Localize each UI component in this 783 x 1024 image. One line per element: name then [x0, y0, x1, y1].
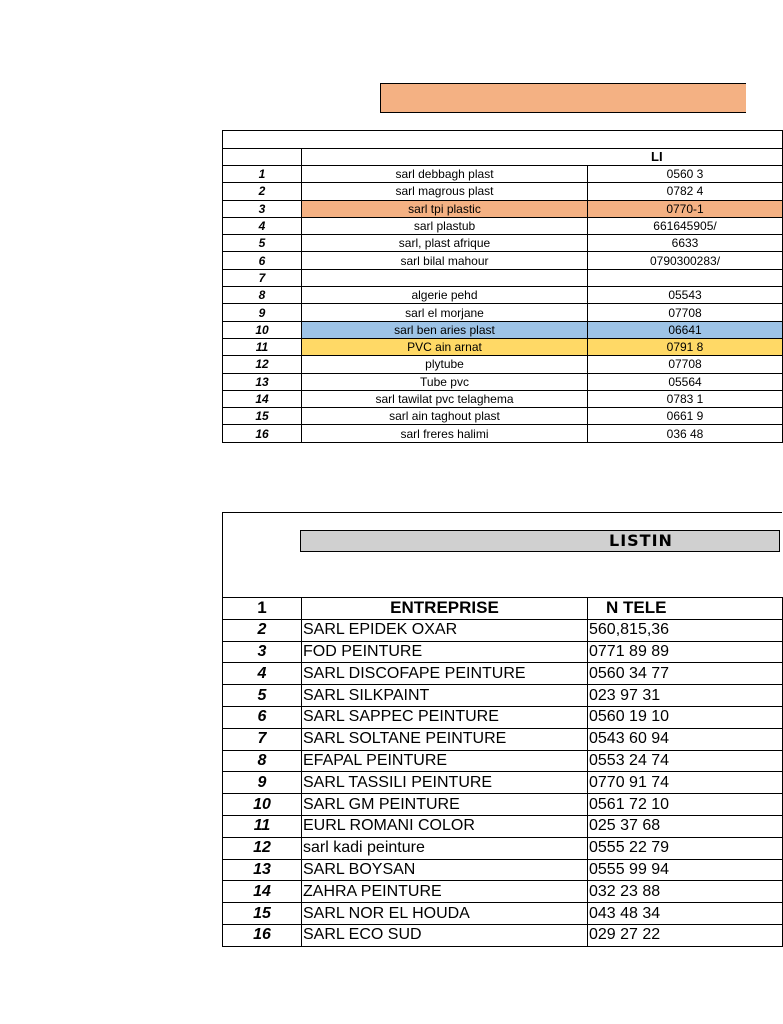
- table1-row: [223, 304, 783, 321]
- phone-number: 0555 99 94: [588, 859, 783, 881]
- phone-number: 661645905/: [588, 217, 783, 234]
- company-name: sarl tpi plastic: [302, 200, 588, 217]
- company-name: SARL ECO SUD: [302, 924, 588, 946]
- company-name: sarl ain taghout plast: [302, 408, 588, 425]
- table2-header-num: 1: [223, 598, 302, 620]
- table2-row: [223, 663, 783, 685]
- row-number: 2: [223, 183, 302, 200]
- row-number: 5: [223, 235, 302, 252]
- row-number: 13: [223, 373, 302, 390]
- row-number: 6: [223, 706, 302, 728]
- row-number: 5: [223, 685, 302, 707]
- table2-row: [223, 815, 783, 837]
- phone-number: 0771 89 89: [588, 641, 783, 663]
- table2-title-area: [222, 512, 782, 597]
- phone-number: 0783 1: [588, 390, 783, 407]
- phone-number: 0770-1: [588, 200, 783, 217]
- company-name: sarl bilal mahour: [302, 252, 588, 269]
- company-name: SARL TASSILI PEINTURE: [302, 772, 588, 794]
- row-number: 16: [223, 924, 302, 946]
- phone-number: 07708: [588, 356, 783, 373]
- row-number: 7: [223, 269, 302, 286]
- row-number: 11: [223, 338, 302, 355]
- row-number: 9: [223, 772, 302, 794]
- company-name: sarl freres halimi: [302, 425, 588, 442]
- company-name: [302, 269, 588, 286]
- row-number: 12: [223, 837, 302, 859]
- table1-row: [223, 287, 783, 304]
- table1-row: [223, 321, 783, 338]
- company-name: EFAPAL PEINTURE: [302, 750, 588, 772]
- table1-row: [223, 373, 783, 390]
- row-number: 9: [223, 304, 302, 321]
- phone-number: 025 37 68: [588, 815, 783, 837]
- phone-number: 0791 8: [588, 338, 783, 355]
- table2-row: [223, 641, 783, 663]
- row-number: 3: [223, 200, 302, 217]
- table1-row: [223, 425, 783, 442]
- table2-row: [223, 772, 783, 794]
- company-name: sarl plastub: [302, 217, 588, 234]
- phone-number: 07708: [588, 304, 783, 321]
- row-number: 8: [223, 287, 302, 304]
- table1-row: [223, 356, 783, 373]
- phone-number: 05564: [588, 373, 783, 390]
- company-name: ZAHRA PEINTURE: [302, 881, 588, 903]
- table2-row: [223, 619, 783, 641]
- row-number: 15: [223, 408, 302, 425]
- phone-number: [588, 269, 783, 286]
- phone-number: 029 27 22: [588, 924, 783, 946]
- row-number: 15: [223, 903, 302, 925]
- row-number: 14: [223, 390, 302, 407]
- table1-title: LI: [302, 149, 783, 166]
- phone-number: 0782 4: [588, 183, 783, 200]
- table1-row: [223, 390, 783, 407]
- table1-row: [223, 338, 783, 355]
- company-name: sarl kadi peinture: [302, 837, 588, 859]
- company-name: sarl tawilat pvc telaghema: [302, 390, 588, 407]
- company-name: plytube: [302, 356, 588, 373]
- company-name: SARL SOLTANE PEINTURE: [302, 728, 588, 750]
- table1-top-blank-row: [223, 131, 783, 149]
- row-number: 1: [223, 166, 302, 183]
- table2-row: [223, 837, 783, 859]
- phone-number: 032 23 88: [588, 881, 783, 903]
- company-name: SARL SILKPAINT: [302, 685, 588, 707]
- phone-number: 043 48 34: [588, 903, 783, 925]
- company-name: SARL DISCOFAPE PEINTURE: [302, 663, 588, 685]
- table1-header-row: [223, 149, 783, 166]
- table1-row: [223, 408, 783, 425]
- company-name: PVC ain arnat: [302, 338, 588, 355]
- table2-row: [223, 881, 783, 903]
- table2-row: [223, 728, 783, 750]
- phone-number: 0561 72 10: [588, 794, 783, 816]
- orange-header-banner: [380, 83, 746, 113]
- row-number: 4: [223, 663, 302, 685]
- company-name: sarl debbagh plast: [302, 166, 588, 183]
- phone-number: 0560 19 10: [588, 706, 783, 728]
- table2-row: [223, 859, 783, 881]
- table2-header-row: [223, 598, 783, 620]
- row-number: 7: [223, 728, 302, 750]
- phone-number: 6633: [588, 235, 783, 252]
- company-name: SARL EPIDEK OXAR: [302, 619, 588, 641]
- company-name: SARL SAPPEC PEINTURE: [302, 706, 588, 728]
- phone-number: 0560 3: [588, 166, 783, 183]
- table1-row: [223, 200, 783, 217]
- row-number: 2: [223, 619, 302, 641]
- phone-number: 0661 9: [588, 408, 783, 425]
- row-number: 14: [223, 881, 302, 903]
- company-name: Tube pvc: [302, 373, 588, 390]
- table1-row: [223, 252, 783, 269]
- row-number: 10: [223, 794, 302, 816]
- table2-row: [223, 706, 783, 728]
- table2-header-phone: N TELE: [588, 598, 783, 620]
- table2-row: [223, 685, 783, 707]
- table1-row: [223, 183, 783, 200]
- table2-header-enterprise: ENTREPRISE: [302, 598, 588, 620]
- company-name: sarl el morjane: [302, 304, 588, 321]
- phone-number: 023 97 31: [588, 685, 783, 707]
- table2-row: [223, 794, 783, 816]
- phone-number: 560,815,36: [588, 619, 783, 641]
- phone-number: 06641: [588, 321, 783, 338]
- company-name: FOD PEINTURE: [302, 641, 588, 663]
- phone-number: 0543 60 94: [588, 728, 783, 750]
- phone-number: 0790300283/: [588, 252, 783, 269]
- phone-number: 036 48: [588, 425, 783, 442]
- table2-row: [223, 924, 783, 946]
- row-number: 8: [223, 750, 302, 772]
- company-name: SARL BOYSAN: [302, 859, 588, 881]
- plastic-suppliers-table-frame: [222, 130, 721, 450]
- row-number: 3: [223, 641, 302, 663]
- row-number: 13: [223, 859, 302, 881]
- row-number: 12: [223, 356, 302, 373]
- table2-title: LISTIN: [300, 530, 780, 552]
- company-name: SARL NOR EL HOUDA: [302, 903, 588, 925]
- table2-row: [223, 750, 783, 772]
- row-number: 6: [223, 252, 302, 269]
- phone-number: 05543: [588, 287, 783, 304]
- phone-number: 0555 22 79: [588, 837, 783, 859]
- table1-row: [223, 269, 783, 286]
- row-number: 11: [223, 815, 302, 837]
- paint-suppliers-table-frame: [222, 512, 673, 952]
- phone-number: 0553 24 74: [588, 750, 783, 772]
- table1-row: [223, 217, 783, 234]
- company-name: algerie pehd: [302, 287, 588, 304]
- company-name: sarl ben aries plast: [302, 321, 588, 338]
- company-name: EURL ROMANI COLOR: [302, 815, 588, 837]
- table1-row: [223, 166, 783, 183]
- row-number: 16: [223, 425, 302, 442]
- phone-number: 0770 91 74: [588, 772, 783, 794]
- company-name: sarl magrous plast: [302, 183, 588, 200]
- table1-row: [223, 235, 783, 252]
- paint-suppliers-table: [222, 597, 783, 947]
- phone-number: 0560 34 77: [588, 663, 783, 685]
- row-number: 10: [223, 321, 302, 338]
- row-number: 4: [223, 217, 302, 234]
- plastic-suppliers-table: [222, 130, 783, 443]
- company-name: sarl, plast afrique: [302, 235, 588, 252]
- table2-row: [223, 903, 783, 925]
- company-name: SARL GM PEINTURE: [302, 794, 588, 816]
